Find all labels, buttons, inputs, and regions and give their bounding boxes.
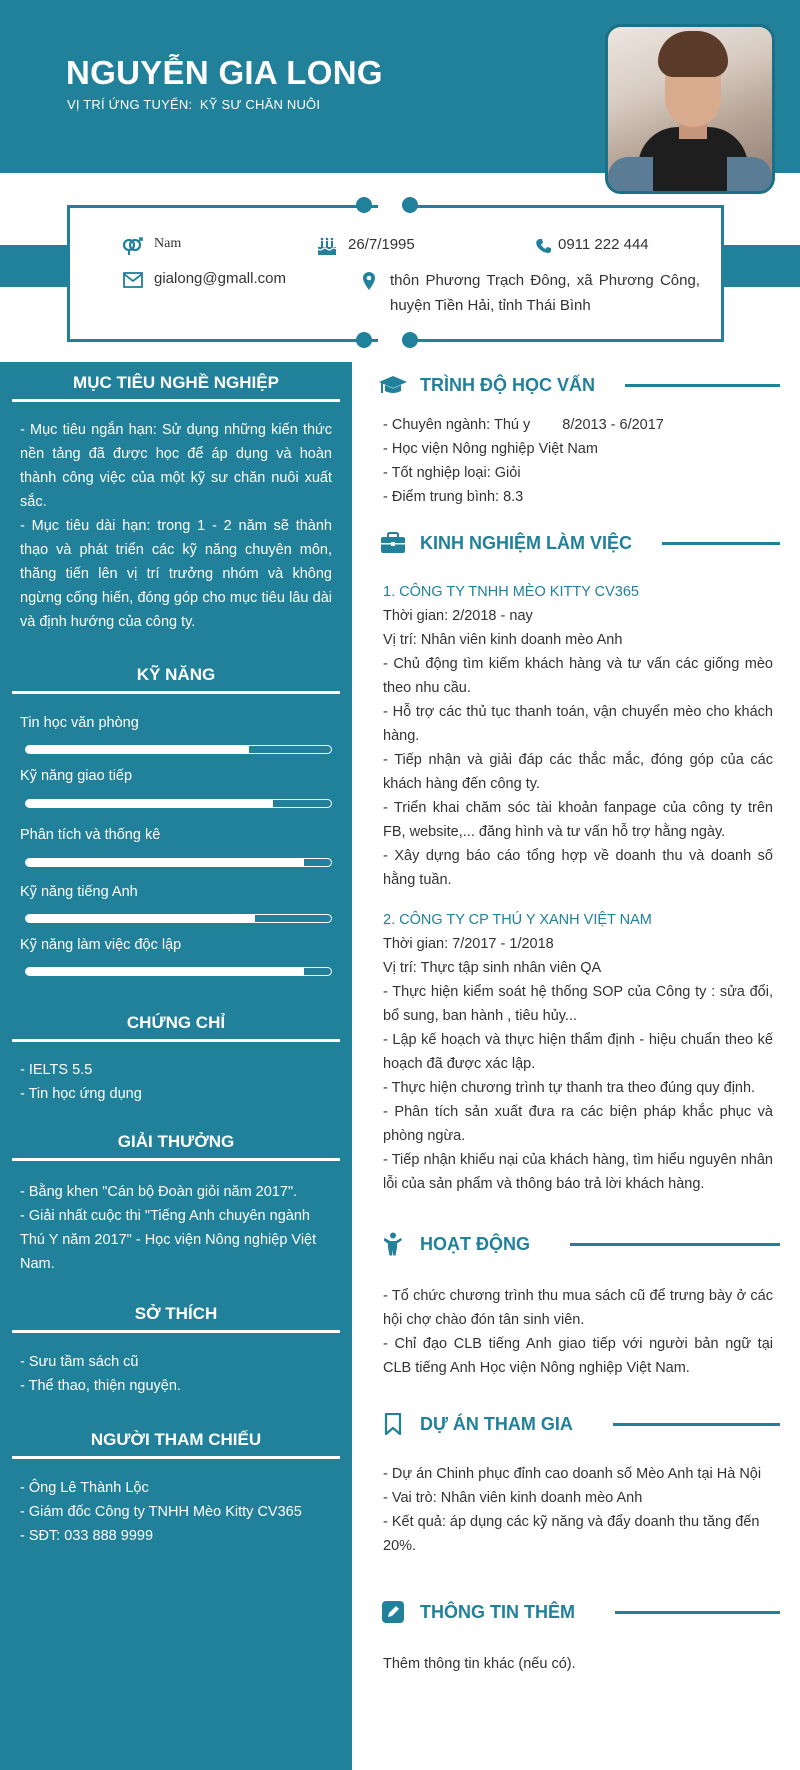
education-major-row xyxy=(383,413,773,437)
skill-bar-fill xyxy=(26,968,304,975)
birthday-value: 26/7/1995 xyxy=(348,236,415,253)
candidate-name: NGUYỄN GIA LONG xyxy=(66,54,383,91)
job-entry xyxy=(383,580,773,892)
decorative-dot xyxy=(356,197,372,213)
skill-bar-fill xyxy=(26,915,255,922)
section-header-activities xyxy=(378,1229,780,1259)
skill-bar xyxy=(25,745,332,754)
section-title: DỰ ÁN THAM GIA xyxy=(420,1413,573,1434)
contact-gender xyxy=(122,236,181,256)
hobby-item: - Sưu tầm sách cũ xyxy=(20,1354,139,1370)
section-title-awards: GIẢI THƯỞNG xyxy=(12,1132,340,1161)
skill-bar-fill xyxy=(26,859,304,866)
person-activity-icon xyxy=(378,1231,408,1257)
location-pin-icon xyxy=(362,271,376,291)
section-title: HOẠT ĐỘNG xyxy=(420,1233,530,1254)
job-duty: - Tiếp nhận và giải đáp các thắc mắc, đóng góp của các khách hàng đến công ty. xyxy=(383,752,773,792)
education-period: 8/2013 - 6/2017 xyxy=(562,417,664,433)
side-band-right xyxy=(724,245,800,287)
email-icon xyxy=(122,270,144,290)
award-list xyxy=(20,1180,332,1276)
skill-label: Kỹ năng tiếng Anh xyxy=(20,884,138,900)
hobby-list xyxy=(20,1350,332,1398)
job-duty: - Phân tích sản xuất đưa ra các biện pháp khắc phục và phòng ngừa. xyxy=(383,1104,773,1144)
briefcase-icon xyxy=(378,530,408,556)
position-label: VỊ TRÍ ỨNG TUYỂN: xyxy=(67,97,193,112)
objective-short-term: - Mục tiêu ngắn hạn: Sử dụng những kiến thức nền tảng đã được học để áp dụng và hoàn thành công việc của một kỹ sư chăn nuôi xuất sắc. xyxy=(20,422,332,510)
job-role: Vị trí: Thực tập sinh nhân viên QA xyxy=(383,960,602,976)
section-title: THÔNG TIN THÊM xyxy=(420,1601,575,1622)
contact-birthday xyxy=(316,236,415,256)
phone-value: 0911 222 444 xyxy=(558,236,649,253)
certificate-list xyxy=(20,1058,332,1106)
birthday-cake-icon xyxy=(316,236,338,256)
bookmark-icon xyxy=(378,1411,408,1437)
job-duty: - Thực hiện kiểm soát hệ thống SOP của Công ty : sửa đổi, bổ sung, ban hành , tiêu hủy... xyxy=(383,984,773,1024)
job-duty: - Xây dựng báo cáo tổng hợp về doanh thu và doanh số hằng tuần. xyxy=(383,848,773,888)
contact-email xyxy=(122,270,286,290)
position-value: KỸ SƯ CHĂN NUÔI xyxy=(199,97,321,112)
section-header-projects xyxy=(378,1409,780,1439)
decorative-dot xyxy=(356,332,372,348)
education-item: - Điểm trung bình: 8.3 xyxy=(383,489,524,505)
gender-icon xyxy=(122,236,144,256)
activity-item: - Chỉ đạo CLB tiếng Anh giao tiếp với người bản ngữ tại CLB tiếng Anh Học viện Nông nghiệp Việt Nam. xyxy=(383,1336,773,1376)
section-title-references: NGƯỜI THAM CHIẾU xyxy=(12,1430,340,1459)
reference-item: - Ông Lê Thành Lộc xyxy=(20,1480,149,1496)
objective-long-term: - Mục tiêu dài hạn: trong 1 - 2 năm sẽ thành thạo và phát triển các kỹ năng chuyên môn, thăng tiến lên vị trí trưởng nhóm và không ngừng cống hiến, đóng góp cho mục tiêu lâu dài và định hướng của công ty. xyxy=(20,518,332,630)
job-company: 1. CÔNG TY TNHH MÈO KITTY CV365 xyxy=(383,584,639,600)
section-divider xyxy=(662,542,780,545)
avatar xyxy=(605,24,775,194)
education-major: - Chuyên ngành: Thú y xyxy=(383,417,531,433)
award-item: - Bằng khen "Cán bộ Đoàn giỏi năm 2017". xyxy=(20,1184,298,1200)
skill-bar xyxy=(25,799,332,808)
activity-list xyxy=(383,1284,773,1380)
certificate-item: - Tin học ứng dụng xyxy=(20,1086,142,1102)
decorative-dot xyxy=(402,197,418,213)
job-duty: - Triển khai chăm sóc tài khoản fanpage của công ty trên FB, website,... đăng hình và tư vấn hỗ trợ hằng ngày. xyxy=(383,800,773,840)
skill-label: Kỹ năng giao tiếp xyxy=(20,768,133,784)
gender-value: Nam xyxy=(154,236,182,251)
job-duty: - Tiếp nhận khiếu nại của khách hàng, tìm hiểu nguyên nhân lỗi của sản phẩm và thông báo trả lời khách hàng. xyxy=(383,1152,773,1192)
section-title-objective: MỤC TIÊU NGHỀ NGHIỆP xyxy=(12,373,340,402)
section-title: KINH NGHIỆM LÀM VIỆC xyxy=(420,532,633,553)
reference-item: - Giám đốc Công ty TNHH Mèo Kitty CV365 xyxy=(20,1504,302,1520)
job-time: Thời gian: 2/2018 - nay xyxy=(383,608,533,624)
email-value: gialong@gmall.com xyxy=(154,270,286,287)
reference-list xyxy=(20,1476,332,1548)
award-item: - Giải nhất cuộc thi "Tiếng Anh chuyên ngành Thú Y năm 2017" - Học viện Nông nghiệp Việt Nam. xyxy=(20,1208,317,1272)
section-divider xyxy=(625,384,780,387)
job-entry xyxy=(383,908,773,1196)
project-item: - Kết quả: áp dụng các kỹ năng và đẩy doanh thu tăng đến 20%. xyxy=(383,1514,760,1554)
project-item: - Dự án Chinh phục đỉnh cao doanh số Mèo Anh tại Hà Nội xyxy=(383,1466,762,1482)
position-line xyxy=(67,97,320,112)
job-time: Thời gian: 7/2017 - 1/2018 xyxy=(383,936,554,952)
edit-pencil-icon xyxy=(378,1599,408,1625)
contact-address xyxy=(362,268,700,318)
section-divider xyxy=(613,1423,780,1426)
skill-bar-fill xyxy=(26,800,273,807)
skill-label: Phân tích và thống kê xyxy=(20,827,161,843)
section-title-skills: KỸ NĂNG xyxy=(12,665,340,694)
extra-text: Thêm thông tin khác (nếu có). xyxy=(383,1656,576,1672)
section-header-education xyxy=(378,370,780,400)
section-title-hobbies: SỞ THÍCH xyxy=(12,1304,340,1333)
section-title: TRÌNH ĐỘ HỌC VẤN xyxy=(420,374,595,395)
job-duty: - Hỗ trợ các thủ tục thanh toán, vận chuyển mèo cho khách hàng. xyxy=(383,704,773,744)
project-list xyxy=(383,1462,773,1558)
education-details xyxy=(383,413,773,509)
activity-item: - Tổ chức chương trình thu mua sách cũ để trưng bày ở các hội chợ chào đón tân sinh viên. xyxy=(383,1288,773,1328)
job-duty: - Chủ động tìm kiếm khách hàng và tư vấn các giống mèo theo nhu cầu. xyxy=(383,656,773,696)
job-role: Vị trí: Nhân viên kinh doanh mèo Anh xyxy=(383,632,623,648)
section-title-certificates: CHỨNG CHỈ xyxy=(12,1013,340,1042)
project-item: - Vai trò: Nhân viên kinh doanh mèo Anh xyxy=(383,1490,643,1506)
skill-bar-fill xyxy=(26,746,249,753)
skill-label: Kỹ năng làm việc độc lập xyxy=(20,937,182,953)
reference-item: - SĐT: 033 888 9999 xyxy=(20,1528,154,1544)
education-item: - Tốt nghiệp loại: Giỏi xyxy=(383,465,521,481)
contact-phone xyxy=(536,236,649,256)
address-value: thôn Phương Trạch Đông, xã Phương Công, huyện Tiền Hải, tỉnh Thái Bình xyxy=(390,272,700,314)
decorative-dot xyxy=(402,332,418,348)
hobby-item: - Thể thao, thiện nguyện. xyxy=(20,1378,181,1394)
graduation-cap-icon xyxy=(378,372,408,398)
skill-bar xyxy=(25,858,332,867)
certificate-item: - IELTS 5.5 xyxy=(20,1062,93,1078)
job-duty: - Thực hiện chương trình tự thanh tra theo đúng quy định. xyxy=(383,1080,756,1096)
job-company: 2. CÔNG TY CP THÚ Y XANH VIỆT NAM xyxy=(383,912,652,928)
job-duty: - Lập kế hoạch và thực hiện thẩm định - hiệu chuẩn theo kế hoạch đã được xác lập. xyxy=(383,1032,773,1072)
section-header-extra xyxy=(378,1597,780,1627)
section-divider xyxy=(615,1611,780,1614)
side-band-left xyxy=(0,245,67,287)
section-divider xyxy=(570,1243,780,1246)
section-header-experience xyxy=(378,528,780,558)
education-item: - Học viện Nông nghiệp Việt Nam xyxy=(383,441,598,457)
skill-bar xyxy=(25,967,332,976)
phone-icon xyxy=(536,236,552,256)
skill-label: Tin học văn phòng xyxy=(20,715,139,731)
skill-bar xyxy=(25,914,332,923)
